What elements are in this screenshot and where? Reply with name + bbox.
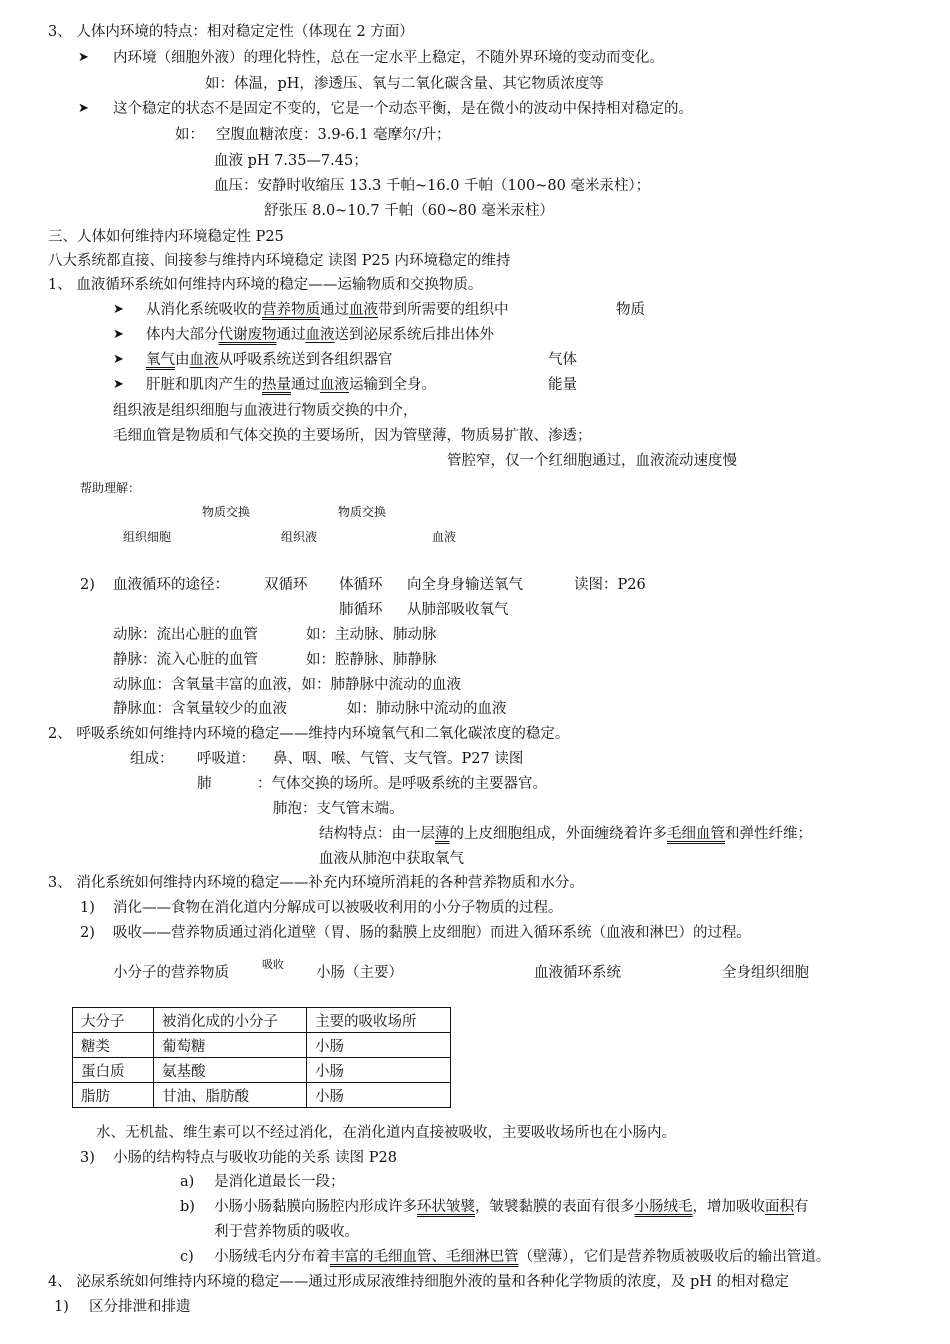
text-line: 是消化道最长一段； — [214, 1174, 345, 1190]
absorption-table — [72, 1007, 451, 1108]
text-line: 区分排泄和排遗 — [89, 1299, 191, 1315]
flow-node: 小分子的营养物质 — [113, 965, 229, 981]
flow-node: 全身组织细胞 — [722, 965, 809, 981]
text-line: 肝脏和肌肉产生的热量通过血液运输到全身。 — [146, 377, 436, 393]
item-number: a) — [180, 1174, 195, 1190]
diagram-node: 组织细胞 — [123, 530, 172, 544]
text-line: 体循环 — [339, 577, 383, 593]
text-line: 从消化系统吸收的营养物质通过血液带到所需要的组织中 — [146, 302, 509, 318]
text-line: 体内大部分代谢废物通过血液送到泌尿系统后排出体外 — [146, 327, 494, 343]
text-line: 管腔窄，仅一个红细胞通过，血液流动速度慢 — [447, 453, 737, 469]
item-number: 1) — [80, 900, 95, 916]
text-line: 舒张压 8.0~10.7 千帕（60~80 毫米汞柱） — [264, 203, 554, 219]
text-line: 这个稳定的状态不是固定不变的，它是一个动态平衡，是在微小的波动中保持相对稳定的。 — [113, 101, 693, 117]
item-number: 2) — [80, 925, 95, 941]
flow-node: 小肠（主要） — [316, 965, 403, 981]
text-line: 动脉血：含氧量丰富的血液，如：肺静脉中流动的血液 — [113, 677, 461, 693]
text-line: 小肠的结构特点与吸收功能的关系 读图 P28 — [113, 1150, 397, 1166]
section-heading: 4、 泌尿系统如何维持内环境的稳定——通过形成尿液维持细胞外液的量和各种化学物质的浓度，及 pH 的相对稳定 — [48, 1274, 789, 1290]
text-line: ：气体交换的场所。是呼吸系统的主要器官。 — [257, 776, 547, 792]
table-header-row — [73, 1008, 451, 1033]
table-cell: 小肠 — [307, 1058, 451, 1083]
text-line: 血液 pH 7.35—7.45； — [214, 153, 368, 169]
text-line: 八大系统都直接、间接参与维持内环境稳定 读图 P25 内环境稳定的维持 — [48, 253, 511, 269]
bullet-icon: ➤ — [113, 302, 124, 317]
text-line: 小肠绒毛内分布着丰富的毛细血管、毛细淋巴管（壁薄），它们是营养物质被吸收后的输出管道。 — [214, 1249, 831, 1265]
category-tag: 物质 — [616, 302, 645, 318]
table-header: 被消化成的小分子 — [154, 1008, 307, 1033]
text-line: 如： — [175, 127, 204, 143]
table-cell: 糖类 — [73, 1033, 154, 1058]
table-cell: 甘油、脂肪酸 — [154, 1083, 307, 1108]
help-label: 帮助理解： — [80, 481, 141, 495]
text-line: 静脉：流入心脏的血管 — [113, 652, 258, 668]
text-line: 如：主动脉、肺动脉 — [306, 627, 437, 643]
section-heading: 1、 血液循环系统如何维持内环境的稳定——运输物质和交换物质。 — [48, 277, 483, 293]
item-number: c) — [180, 1249, 194, 1265]
text-line: 血液从肺泡中获取氧气 — [319, 851, 464, 867]
text-line: 如：肺动脉中流动的血液 — [347, 701, 507, 717]
table-cell: 葡萄糖 — [154, 1033, 307, 1058]
category-tag: 气体 — [548, 352, 577, 368]
text-line: 小肠小肠黏膜向肠腔内形成许多环状皱襞，皱襞黏膜的表面有很多小肠绒毛，增加吸收面积有 — [214, 1199, 809, 1215]
text-line: 结构特点：由一层薄的上皮细胞组成，外面缠绕着许多毛细血管和弹性纤维； — [319, 826, 812, 842]
text-line: 肺循环 — [339, 602, 383, 618]
text-line: 吸收——营养物质通过消化道壁（胃、肠的黏膜上皮细胞）而进入循环系统（血液和淋巴）的过程。 — [113, 925, 751, 941]
text-line: 毛细血管是物质和气体交换的主要场所，因为管壁薄，物质易扩散、渗透； — [113, 428, 592, 444]
section-heading: 3、 人体内环境的特点：相对稳定定性（体现在 2 方面） — [48, 24, 414, 40]
diagram-node: 血液 — [432, 530, 457, 544]
section-heading: 2、 呼吸系统如何维持内环境的稳定——维持内环境氧气和二氧化碳浓度的稳定。 — [48, 726, 570, 742]
text-line: 肺 — [197, 776, 212, 792]
bullet-icon: ➤ — [113, 377, 124, 392]
section-heading: 3、 消化系统如何维持内环境的稳定——补充内环境所消耗的各种营养物质和水分。 — [48, 875, 584, 891]
table-cell: 小肠 — [307, 1083, 451, 1108]
table-cell: 蛋白质 — [73, 1058, 154, 1083]
text-line: 血压：安静时收缩压 13.3 千帕~16.0 千帕（100~80 毫米汞柱）； — [214, 178, 651, 194]
table-cell: 脂肪 — [73, 1083, 154, 1108]
flow-arrow-label: 吸收 — [262, 958, 284, 971]
text-line: 血液循环的途径： — [113, 577, 229, 593]
text-line: 组织液是组织细胞与血液进行物质交换的中介， — [113, 403, 418, 419]
item-number: 1) — [54, 1299, 69, 1315]
text-line: 读图：P26 — [574, 577, 646, 593]
text-line: 动脉：流出心脏的血管 — [113, 627, 258, 643]
text-line: 双循环 — [264, 577, 308, 593]
text-line: 组成： — [130, 751, 174, 767]
bullet-icon: ➤ — [113, 327, 124, 342]
text-line: 如：体温，pH，渗透压、氧与二氧化碳含量、其它物质浓度等 — [205, 76, 604, 92]
diagram-node: 组织液 — [281, 530, 318, 544]
bullet-icon: ➤ — [78, 101, 89, 116]
section-heading: 三、人体如何维持内环境稳定性 P25 — [48, 229, 284, 245]
text-line: 肺泡：支气管末端。 — [273, 801, 404, 817]
text-line: 利于营养物质的吸收。 — [214, 1224, 359, 1240]
table-cell: 小肠 — [307, 1033, 451, 1058]
table-row — [73, 1083, 451, 1108]
category-tag: 能量 — [548, 377, 577, 393]
exchange-label: 物质交换 — [338, 505, 387, 519]
flow-node: 血液循环系统 — [534, 965, 621, 981]
item-number: 2) — [80, 577, 95, 593]
table-header: 主要的吸收场所 — [307, 1008, 451, 1033]
exchange-label: 物质交换 — [202, 505, 251, 519]
text-line: 静脉血：含氧量较少的血液 — [113, 701, 287, 717]
text-line: 内环境（细胞外液）的理化特性，总在一定水平上稳定，不随外界环境的变动而变化。 — [113, 50, 664, 66]
text-line: 如：腔静脉、肺静脉 — [306, 652, 437, 668]
bullet-icon: ➤ — [78, 50, 89, 65]
bullet-icon: ➤ — [113, 352, 124, 367]
text-line: 消化——食物在消化道内分解成可以被吸收利用的小分子物质的过程。 — [113, 900, 563, 916]
item-number: b) — [180, 1199, 195, 1215]
table-header: 大分子 — [73, 1008, 154, 1033]
table-row — [73, 1033, 451, 1058]
text-line: 从肺部吸收氧气 — [407, 602, 509, 618]
text-line: 鼻、咽、喉、气管、支气管。P27 读图 — [273, 751, 524, 767]
table-row — [73, 1058, 451, 1083]
table-cell: 氨基酸 — [154, 1058, 307, 1083]
text-line: 空腹血糖浓度：3.9-6.1 毫摩尔/升； — [216, 127, 451, 143]
text-line: 呼吸道： — [197, 751, 255, 767]
text-line: 氧气由血液从呼吸系统送到各组织器官 — [146, 352, 393, 368]
text-line: 向全身身输送氧气 — [407, 577, 523, 593]
item-number: 3) — [80, 1150, 95, 1166]
text-line: 水、无机盐、维生素可以不经过消化，在消化道内直接被吸收，主要吸收场所也在小肠内。 — [96, 1125, 676, 1141]
